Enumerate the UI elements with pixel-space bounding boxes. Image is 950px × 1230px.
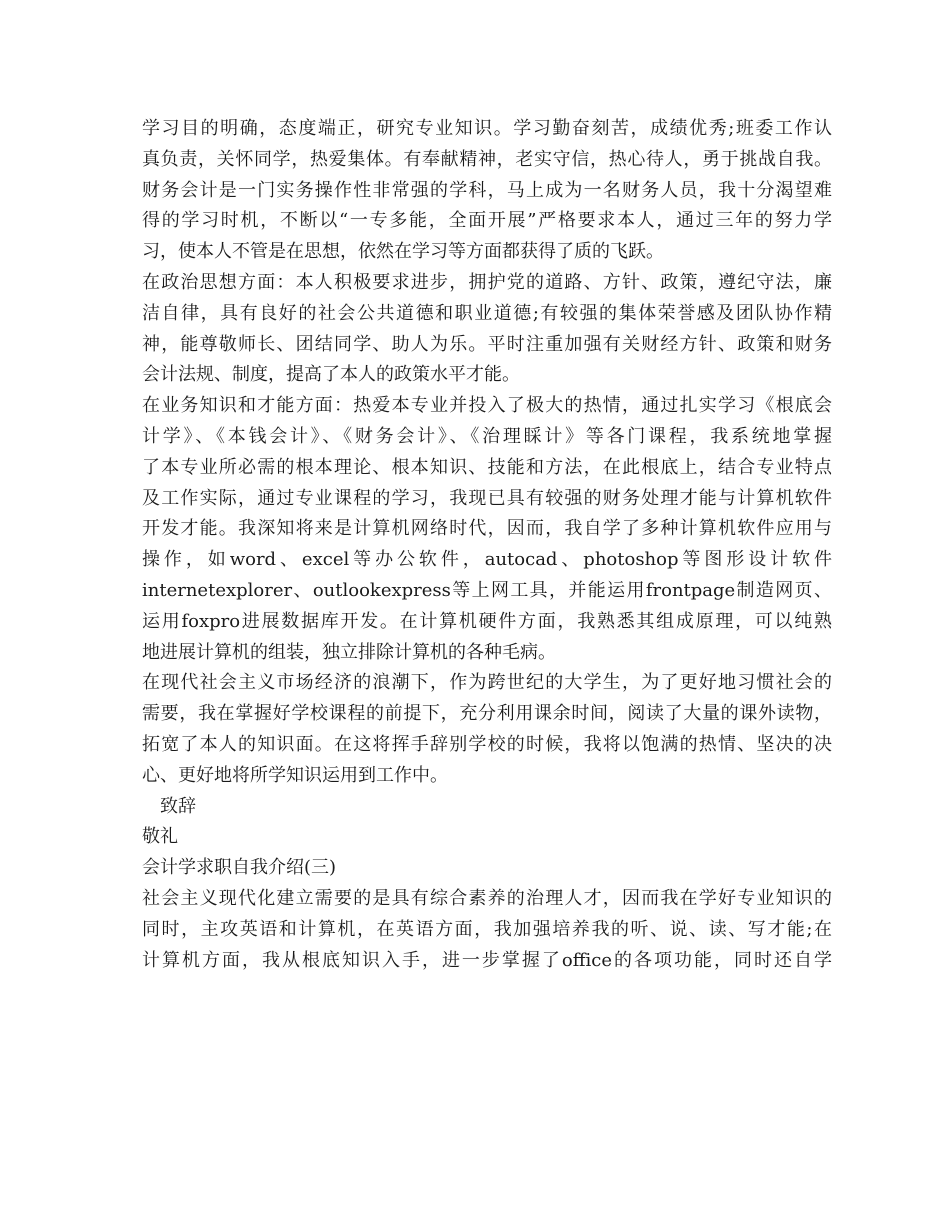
text-line: 致辞 (160, 795, 196, 817)
text-line: 需要，我在掌握好学校课程的前提下，充分利用课余时间，阅读了大量的课外读物， (142, 703, 832, 725)
text-line: internetexplorer、outlookexpress等上网工具，并能运用frontpage制造网页、 (142, 579, 832, 601)
text-line: 开发才能。我深知将来是计算机网络时代，因而，我自学了多种计算机软件应用与 (142, 518, 832, 540)
text-line: 会计法规、制度，提高了本人的政策水平才能。 (142, 364, 520, 386)
text-line: 操作，如word、excel等办公软件，autocad、photoshop等图形设计软件 (142, 549, 832, 571)
text-line: 在政治思想方面：本人积极要求进步，拥护党的道路、方针、政策，遵纪守法，廉 (142, 271, 832, 293)
text-line: 在业务知识和才能方面：热爱本专业并投入了极大的热情，通过扎实学习《根底会 (142, 395, 832, 417)
text-line: 真负责，关怀同学，热爱集体。有奉献精神，老实守信，热心待人，勇于挑战自我。 (142, 148, 832, 170)
text-line: 学习目的明确，态度端正，研究专业知识。学习勤奋刻苦，成绩优秀;班委工作认 (142, 118, 832, 139)
text-line: 在现代社会主义市场经济的浪潮下，作为跨世纪的大学生，为了更好地习惯社会的 (142, 672, 832, 694)
text-line: 洁自律，具有良好的社会公共道德和职业道德;有较强的集体荣誉感及团队协作精 (142, 302, 832, 324)
text-line: 敬礼 (142, 826, 178, 848)
text-line: 财务会计是一门实务操作性非常强的学科，马上成为一名财务人员，我十分渴望难 (142, 179, 832, 201)
text-line: 会计学求职自我介绍(三) (142, 857, 337, 879)
text-line: 运用foxpro进展数据库开发。在计算机硬件方面，我熟悉其组成原理，可以纯熟 (142, 610, 832, 632)
text-line: 计算机方面，我从根底知识入手，进一步掌握了office的各项功能，同时还自学 (142, 949, 832, 971)
text-line: 及工作实际，通过专业课程的学习，我现已具有较强的财务处理才能与计算机软件 (142, 487, 832, 509)
text-line: 地进展计算机的组装，独立排除计算机的各种毛病。 (142, 641, 556, 663)
text-line: 同时，主攻英语和计算机，在英语方面，我加强培养我的听、说、读、写才能;在 (142, 918, 832, 940)
text-line: 心、更好地将所学知识运用到工作中。 (142, 764, 448, 786)
text-line: 拓宽了本人的知识面。在这将挥手辞别学校的时候，我将以饱满的热情、坚决的决 (142, 733, 832, 755)
text-line: 神，能尊敬师长、团结同学、助人为乐。平时注重加强有关财经方针、政策和财务 (142, 333, 832, 355)
document-body (142, 114, 832, 976)
text-line: 社会主义现代化建立需要的是具有综合素养的治理人才，因而我在学好专业知识的 (142, 887, 832, 909)
text-line: 习，使本人不管是在思想，依然在学习等方面都获得了质的飞跃。 (142, 241, 664, 263)
text-line: 得的学习时机，不断以“一专多能，全面开展”严格要求本人，通过三年的努力学 (142, 210, 832, 232)
text-line: 计学》、《本钱会计》、《财务会计》、《治理睬计》等各门课程，我系统地掌握 (142, 425, 832, 447)
text-line: 了本专业所必需的根本理论、根本知识、技能和方法，在此根底上，结合专业特点 (142, 456, 832, 478)
